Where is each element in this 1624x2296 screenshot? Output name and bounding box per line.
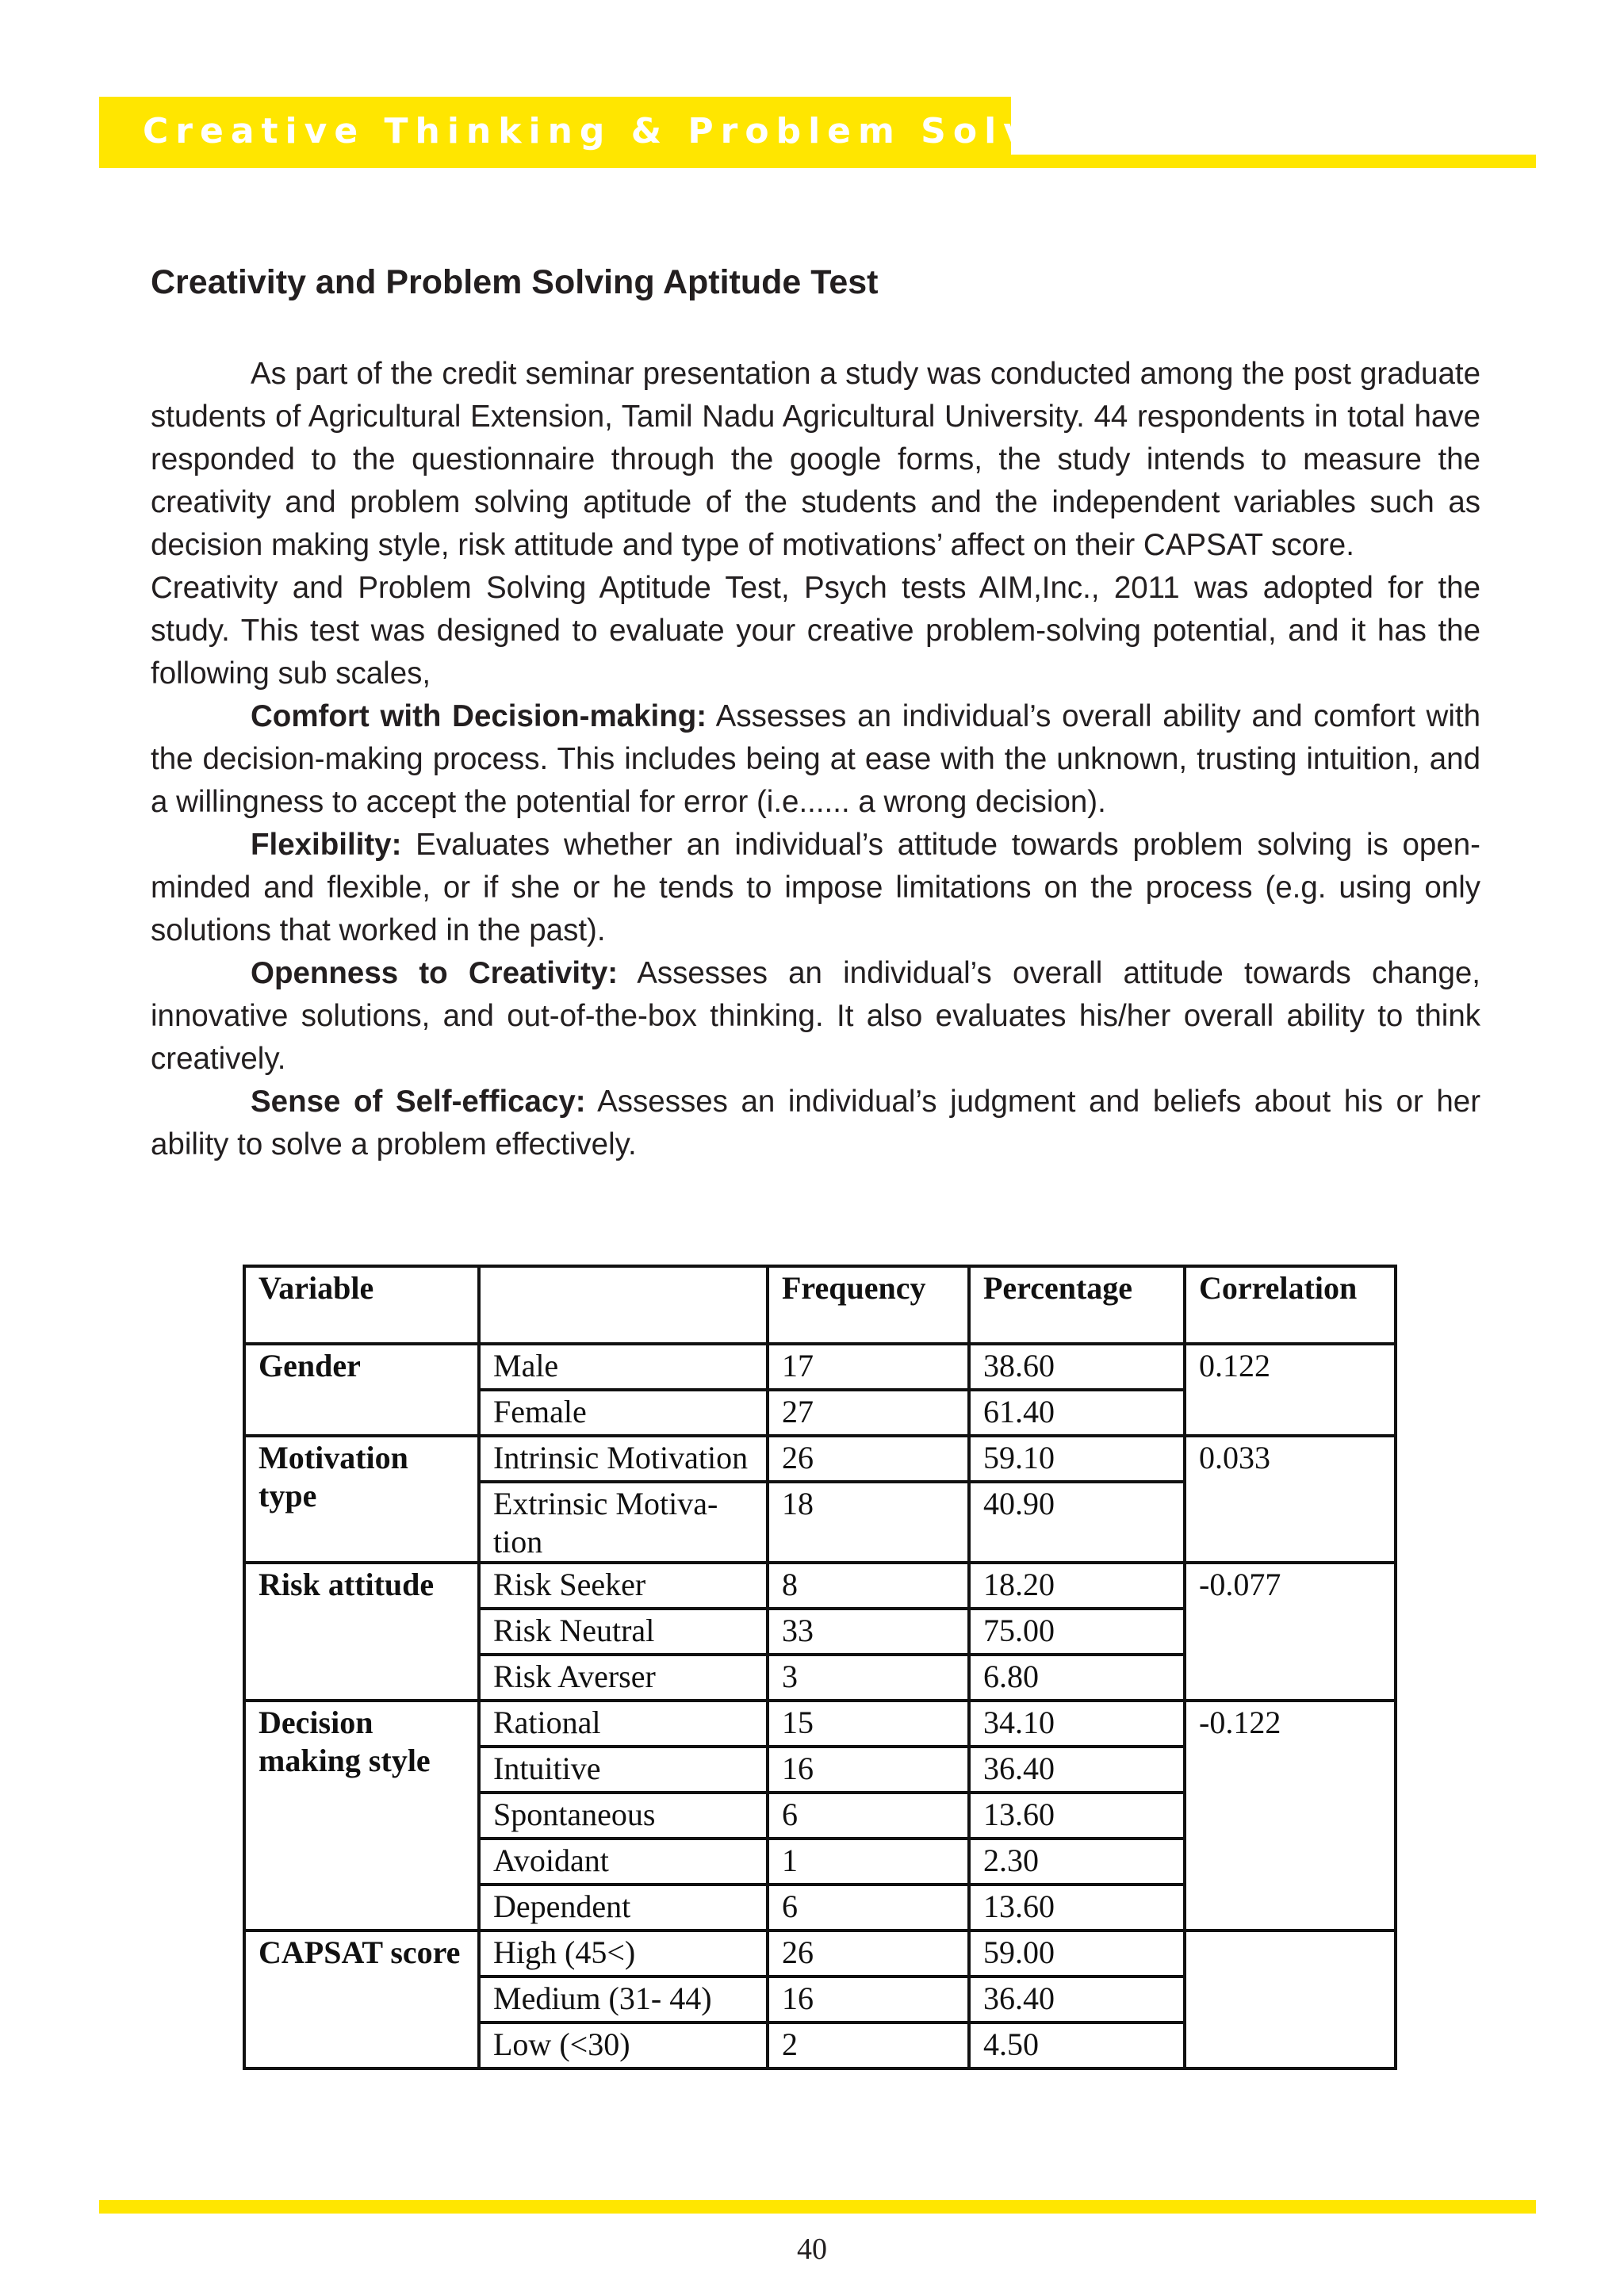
- subscale-term: Sense of Self-efficacy:: [251, 1085, 586, 1119]
- table-row: [244, 1701, 1396, 1747]
- category-cell: Low (<30): [479, 2022, 768, 2068]
- subscale-term: Openness to Creativity:: [251, 956, 619, 990]
- category-cell: Female: [479, 1390, 768, 1436]
- variable-cell: CAPSAT score: [244, 1931, 479, 2068]
- page-number: 40: [797, 2233, 827, 2266]
- frequency-cell: 16: [768, 1747, 969, 1793]
- subscale-term: Comfort with Decision-making:: [251, 699, 707, 733]
- frequency-cell: 8: [768, 1563, 969, 1609]
- frequency-cell: 26: [768, 1436, 969, 1482]
- percentage-cell: 4.50: [969, 2022, 1185, 2068]
- variable-cell: Gender: [244, 1344, 479, 1436]
- percentage-cell: 59.10: [969, 1436, 1185, 1482]
- results-table: [243, 1265, 1397, 2070]
- percentage-cell: 2.30: [969, 1839, 1185, 1885]
- percentage-cell: 36.40: [969, 1976, 1185, 2022]
- subscale-text: Assesses an individual’s judgment and beliefs about his or her ability to solve a problem effectively.: [151, 1085, 1481, 1161]
- percentage-cell: 40.90: [969, 1482, 1185, 1563]
- percentage-cell: 13.60: [969, 1793, 1185, 1839]
- header-rule: [1011, 155, 1536, 168]
- frequency-cell: 6: [768, 1885, 969, 1931]
- category-cell: Rational: [479, 1701, 768, 1747]
- frequency-cell: 1: [768, 1839, 969, 1885]
- correlation-cell: -0.122: [1185, 1701, 1396, 1931]
- correlation-cell: -0.077: [1185, 1563, 1396, 1701]
- percentage-cell: 18.20: [969, 1563, 1185, 1609]
- subscale-flexibility: [151, 824, 1480, 952]
- header-correlation: Correlation: [1185, 1266, 1396, 1344]
- frequency-cell: 18: [768, 1482, 969, 1563]
- table-row: [244, 1563, 1396, 1609]
- subscale-text: Assesses an individual’s overall attitude towards change, innovative solutions, and out-of-the-box thinking. It also evaluates his/her overall ability to think creatively.: [151, 956, 1480, 1076]
- subscale-openness: [151, 952, 1480, 1081]
- percentage-cell: 6.80: [969, 1655, 1185, 1701]
- category-cell: Risk Averser: [479, 1655, 768, 1701]
- frequency-cell: 26: [768, 1931, 969, 1976]
- table-row: [244, 1344, 1396, 1390]
- frequency-cell: 15: [768, 1701, 969, 1747]
- correlation-cell: 0.033: [1185, 1436, 1396, 1563]
- method-paragraph: Creativity and Problem Solving Aptitude Test, Psych tests AIM,Inc., 2011 was adopted for the study. This test was designed to evaluate your creative problem-solving potential, and it has the following sub scales,: [151, 571, 1480, 691]
- category-cell: Risk Seeker: [479, 1563, 768, 1609]
- category-cell: Medium (31- 44): [479, 1976, 768, 2022]
- frequency-cell: 17: [768, 1344, 969, 1390]
- percentage-cell: 75.00: [969, 1609, 1185, 1655]
- category-cell: Intrinsic Motivation: [479, 1436, 768, 1482]
- frequency-cell: 27: [768, 1390, 969, 1436]
- header-title: Creative Thinking & Problem Solving: [143, 111, 1116, 151]
- percentage-cell: 13.60: [969, 1885, 1185, 1931]
- percentage-cell: 34.10: [969, 1701, 1185, 1747]
- variable-cell: Motivation type: [244, 1436, 479, 1563]
- correlation-cell: 0.122: [1185, 1344, 1396, 1436]
- footer-rule: [99, 2200, 1536, 2214]
- category-cell: Extrinsic Motivation: [479, 1482, 768, 1563]
- category-cell: Spontaneous: [479, 1793, 768, 1839]
- category-cell: Male: [479, 1344, 768, 1390]
- category-cell: Risk Neutral: [479, 1609, 768, 1655]
- table-row: [244, 1436, 1396, 1482]
- variable-cell: Risk attitude: [244, 1563, 479, 1701]
- correlation-cell: [1185, 1931, 1396, 2068]
- subscale-term: Flexibility:: [251, 828, 402, 862]
- header-frequency: Frequency: [768, 1266, 969, 1344]
- intro-paragraph: As part of the credit seminar presentation a study was conducted among the post graduate students of Agricultural Extension, Tamil Nadu Agricultural University. 44 respondents in total have responded to the questionnaire through the google forms, the study intends to measure the creativity and problem solving aptitude of the students and the independent variables such as decision making style, risk attitude and type of motivations’ affect on their CAPSAT score.: [151, 357, 1480, 562]
- section-heading: Creativity and Problem Solving Aptitude Test: [151, 263, 879, 301]
- header-variable: Variable: [244, 1266, 479, 1344]
- category-cell: High (45<): [479, 1931, 768, 1976]
- frequency-cell: 3: [768, 1655, 969, 1701]
- header-percentage: Percentage: [969, 1266, 1185, 1344]
- percentage-cell: 59.00: [969, 1931, 1185, 1976]
- variable-cell: Decision making style: [244, 1701, 479, 1931]
- percentage-cell: 61.40: [969, 1390, 1185, 1436]
- frequency-cell: 6: [768, 1793, 969, 1839]
- frequency-cell: 16: [768, 1976, 969, 2022]
- percentage-cell: 38.60: [969, 1344, 1185, 1390]
- header-category: [479, 1266, 768, 1344]
- category-cell: Dependent: [479, 1885, 768, 1931]
- subscale-comfort: [151, 695, 1480, 824]
- percentage-cell: 36.40: [969, 1747, 1185, 1793]
- subscale-self-efficacy: [151, 1081, 1480, 1166]
- frequency-cell: 2: [768, 2022, 969, 2068]
- category-cell: Avoidant: [479, 1839, 768, 1885]
- category-cell: Intuitive: [479, 1747, 768, 1793]
- subscale-text: Assesses an individual’s overall ability and comfort with the decision-making process. This includes being at ease with the unknown, trusting intuition, and a willingness to accept the potential for error (i.e...... a wrong decision).: [151, 699, 1480, 819]
- frequency-cell: 33: [768, 1609, 969, 1655]
- body-content: [151, 353, 1480, 1166]
- table-row: [244, 1931, 1396, 1976]
- subscale-text: Evaluates whether an individual’s attitude towards problem solving is open-minded and flexible, or if she or he tends to impose limitations on the process (e.g. using only solutions that worked in the past).: [151, 828, 1480, 947]
- table-header-row: [244, 1266, 1396, 1344]
